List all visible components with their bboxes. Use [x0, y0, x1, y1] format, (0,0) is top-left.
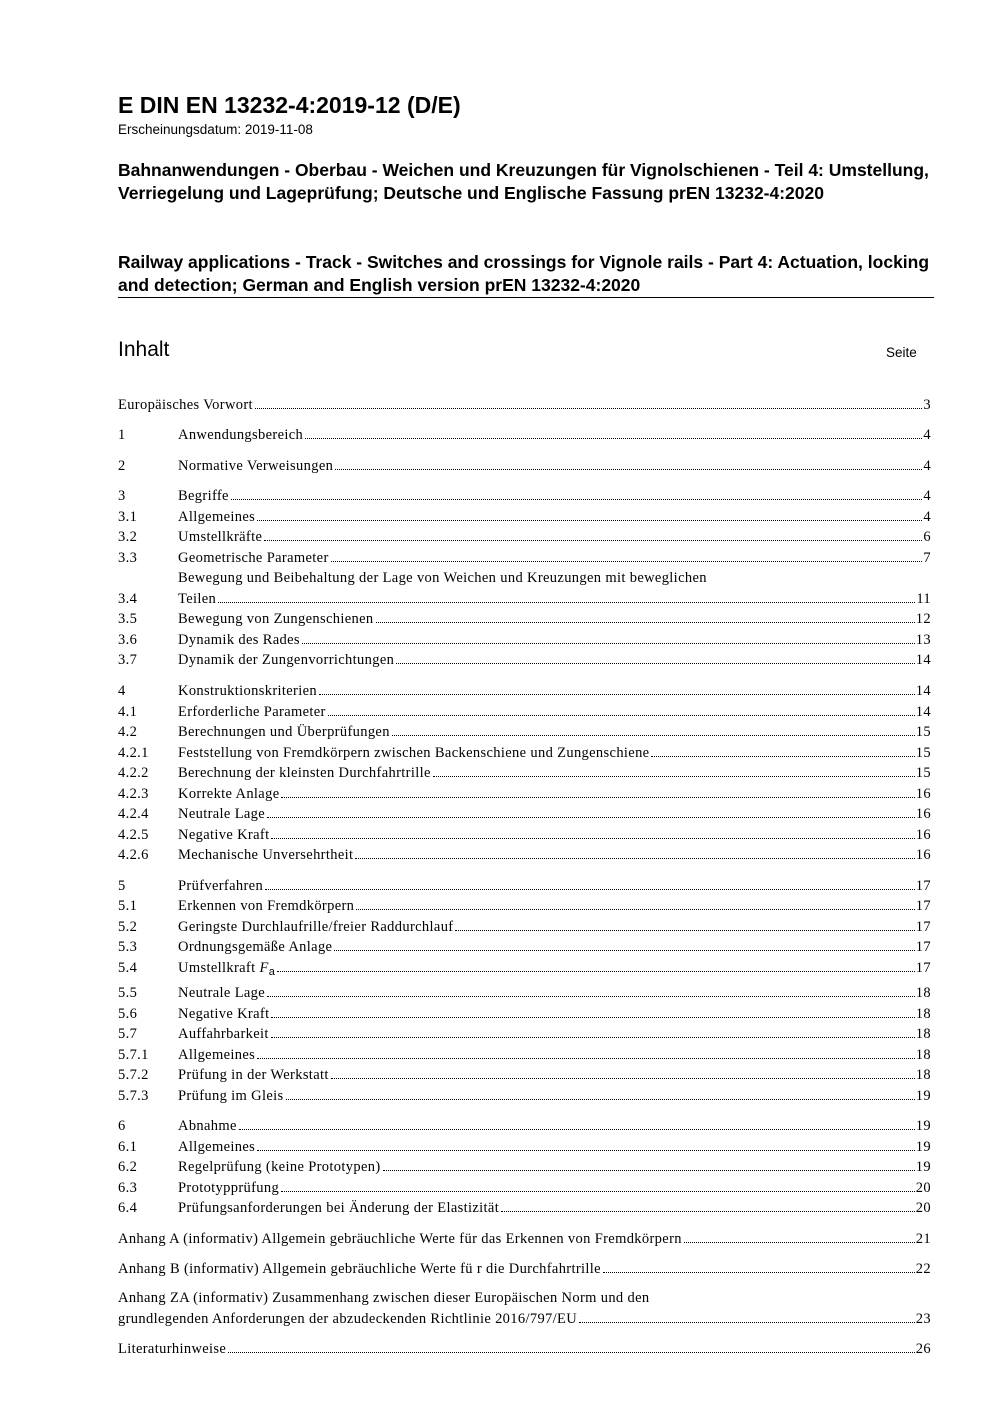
toc-entry-title: Prüfungsanforderungen bei Änderung der Elastizität: [178, 1200, 500, 1216]
toc-dot-leader: [257, 520, 922, 521]
toc-dot-leader: [433, 776, 915, 777]
toc-entry-number: 4.2.3: [118, 786, 149, 802]
toc-dot-leader: [271, 1037, 915, 1038]
toc-entry-page: 12: [915, 611, 931, 627]
toc-entry-title: Korrekte Anlage: [178, 786, 280, 802]
toc-entry[interactable]: [118, 1116, 931, 1136]
toc-entry-number: 4.2.4: [118, 806, 149, 822]
toc-entry-title: Feststellung von Fremdkörpern zwischen Backenschiene und Zungenschiene: [178, 745, 650, 761]
toc-dot-leader: [218, 602, 915, 603]
toc-entry[interactable]: [118, 527, 931, 547]
toc-dot-leader: [331, 561, 923, 562]
title-german: Bahnanwendungen - Oberbau - Weichen und Kreuzungen für Vignolschienen - Teil 4: Umstellung, Verriegelung und Lageprüfung; Deutsche und Englische Fassung prEN 13232-4:2020: [118, 160, 929, 203]
toc-entry-page: 17: [915, 939, 931, 955]
toc-entry-page: 15: [915, 765, 931, 781]
toc-entry-title: Konstruktionskriterien: [178, 683, 317, 699]
toc-entry-number: 4.1: [118, 704, 138, 720]
toc-dot-leader: [684, 1242, 915, 1243]
toc-entry-page: 18: [915, 1006, 931, 1022]
toc-entry-page: 7: [923, 550, 931, 566]
toc-entry-title: Europäisches Vorwort: [118, 397, 253, 413]
toc-entry[interactable]: [118, 1004, 931, 1024]
toc-entry[interactable]: [118, 1045, 931, 1065]
toc-entry-title: Bewegung und Beibehaltung der Lage von Weichen und Kreuzungen mit beweglichen: [178, 570, 707, 586]
toc-entry-number: 3.1: [118, 509, 138, 525]
toc-entry-page: 18: [915, 1047, 931, 1063]
toc-entry[interactable]: [118, 958, 931, 978]
toc-entry-number: 3.4: [118, 591, 138, 607]
toc-page-label: Seite: [886, 345, 917, 360]
toc-entry-page: 22: [915, 1261, 931, 1277]
toc-entry[interactable]: [118, 650, 931, 670]
toc-entry[interactable]: [118, 1024, 931, 1044]
toc-entry-page: 17: [915, 898, 931, 914]
toc-entry-page: 21: [915, 1231, 931, 1247]
toc-entry[interactable]: [118, 1065, 931, 1085]
toc-dot-leader: [286, 1099, 915, 1100]
toc-dot-leader: [265, 889, 915, 890]
toc-dot-leader: [319, 694, 915, 695]
toc-entry-page: 13: [915, 632, 931, 648]
toc-entry[interactable]: [118, 395, 931, 415]
document-id: E DIN EN 13232-4:2019-12 (D/E): [118, 92, 461, 118]
toc-entry-number: 5.7.2: [118, 1067, 149, 1083]
toc-entry[interactable]: [118, 589, 931, 609]
toc-entry-title: Prototypprüfung: [178, 1180, 280, 1196]
toc-entry[interactable]: [118, 845, 931, 865]
toc-entry[interactable]: [118, 983, 931, 1003]
toc-entry-number: 3: [118, 488, 126, 504]
toc-dot-leader: [228, 1352, 915, 1353]
toc-entry-title: Negative Kraft: [178, 827, 270, 843]
toc-dot-leader: [305, 438, 922, 439]
toc-entry-title: Dynamik des Rades: [178, 632, 300, 648]
toc-dot-leader: [356, 909, 915, 910]
toc-dot-leader: [264, 540, 922, 541]
toc-dot-leader: [239, 1129, 915, 1130]
toc-entry-number: 3.5: [118, 611, 138, 627]
toc-entry[interactable]: [118, 681, 931, 701]
publication-date: Erscheinungsdatum: 2019-11-08: [118, 122, 313, 137]
toc-entry[interactable]: [118, 896, 931, 916]
toc-entry[interactable]: [118, 456, 931, 476]
toc-entry-page: 16: [915, 827, 931, 843]
toc-entry-number: 5: [118, 878, 126, 894]
toc-entry-title: Literaturhinweise: [118, 1341, 227, 1357]
toc-entry[interactable]: [118, 1086, 931, 1106]
toc-entry[interactable]: [118, 1157, 931, 1177]
toc-entry-page: 19: [915, 1159, 931, 1175]
toc-dot-leader: [281, 797, 914, 798]
toc-entry-number: 5.7.1: [118, 1047, 149, 1063]
toc-entry-title: Dynamik der Zungenvorrichtungen: [178, 652, 395, 668]
toc-entry[interactable]: [118, 804, 931, 824]
toc-entry-number: 5.7.3: [118, 1088, 149, 1104]
toc-entry-title: Auffahrbarkeit: [178, 1026, 269, 1042]
toc-entry-page: 19: [915, 1139, 931, 1155]
toc-entry-title: Erforderliche Parameter: [178, 704, 326, 720]
toc-entry-title: grundlegenden Anforderungen der abzudeckenden Richtlinie 2016/797/EU: [118, 1311, 578, 1327]
toc-entry-page: 4: [923, 427, 931, 443]
toc-entry-page: 18: [915, 1067, 931, 1083]
toc-entry[interactable]: [118, 1309, 931, 1329]
toc-dot-leader: [267, 996, 915, 997]
toc-dot-leader: [383, 1170, 915, 1171]
toc-entry-page: 17: [915, 878, 931, 894]
toc-entry-number: 3.3: [118, 550, 138, 566]
toc-entry-page: 4: [923, 509, 931, 525]
toc-entry-title: Teilen: [178, 591, 217, 607]
toc-entry-page: 26: [915, 1341, 931, 1357]
toc-entry-page: 19: [915, 1118, 931, 1134]
toc-dot-leader: [579, 1322, 915, 1323]
toc-entry[interactable]: [118, 1339, 931, 1359]
toc-dot-leader: [334, 950, 914, 951]
toc-entry-page: 15: [915, 724, 931, 740]
toc-dot-leader: [257, 1058, 915, 1059]
toc-entry-page: 15: [915, 745, 931, 761]
toc-entry-number: 4.2.2: [118, 765, 149, 781]
toc-entry-number: 5.1: [118, 898, 138, 914]
toc-entry-page: 3: [923, 397, 931, 413]
toc-entry[interactable]: [118, 702, 931, 722]
toc-entry[interactable]: [118, 763, 931, 783]
toc-entry-number: 5.4: [118, 960, 138, 976]
toc-entry-number: 5.5: [118, 985, 138, 1001]
toc-entry[interactable]: [118, 486, 931, 506]
toc-entry-number: 6.1: [118, 1139, 138, 1155]
toc-entry[interactable]: [118, 1137, 931, 1157]
toc-entry-title: Prüfung im Gleis: [178, 1088, 284, 1104]
toc-dot-leader: [331, 1078, 915, 1079]
toc-dot-leader: [335, 469, 922, 470]
toc-entry[interactable]: [118, 1178, 931, 1198]
toc-entry-title: Negative Kraft: [178, 1006, 270, 1022]
toc-entry-page: 16: [915, 806, 931, 822]
toc-entry[interactable]: [118, 425, 931, 445]
force-symbol: F: [259, 960, 269, 976]
toc-entry[interactable]: [118, 743, 931, 763]
toc-entry-title: Allgemeines: [178, 1047, 256, 1063]
toc-entry-page: 17: [915, 960, 931, 976]
toc-entry-title: Berechnungen und Überprüfungen: [178, 724, 390, 740]
toc-heading: Inhalt: [118, 338, 170, 361]
toc-entry-title: Allgemeines: [178, 509, 256, 525]
toc-entry[interactable]: [118, 825, 931, 845]
toc-dot-leader: [651, 756, 914, 757]
toc-entry-page: 18: [915, 1026, 931, 1042]
toc-dot-leader: [255, 408, 922, 409]
toc-entry[interactable]: [118, 1259, 931, 1279]
toc-dot-leader: [396, 663, 915, 664]
toc-entry-title: Ordnungsgemäße Anlage: [178, 939, 333, 955]
toc-entry-title: Umstellkraft $F_a$: [178, 960, 276, 978]
toc-entry-number: 3.7: [118, 652, 138, 668]
toc-entry-title: Prüfung in der Werkstatt: [178, 1067, 329, 1083]
toc-entry-page: 19: [915, 1088, 931, 1104]
toc-entry-number: 5.3: [118, 939, 138, 955]
toc-dot-leader: [267, 817, 915, 818]
toc-entry-title: Neutrale Lage: [178, 985, 266, 1001]
toc-entry-title: Anwendungsbereich: [178, 427, 304, 443]
toc-entry-page: 6: [923, 529, 931, 545]
toc-entry-number: 6: [118, 1118, 126, 1134]
toc-entry-page: 16: [915, 847, 931, 863]
toc-entry-title: Normative Verweisungen: [178, 458, 334, 474]
toc-entry-title: Anhang A (informativ) Allgemein gebräuchliche Werte für das Erkennen von Fremdkörpern: [118, 1231, 682, 1247]
toc-dot-leader: [257, 1150, 915, 1151]
force-subscript: a: [268, 966, 276, 978]
toc-entry-number: 3.6: [118, 632, 138, 648]
toc-entry-title: Geometrische Parameter: [178, 550, 329, 566]
toc-entry-page: 4: [923, 458, 931, 474]
toc-entry-title: Anhang B (informativ) Allgemein gebräuchliche Werte fü r die Durchfahrtrille: [118, 1261, 601, 1277]
toc-dot-leader: [455, 930, 914, 931]
toc-dot-leader: [328, 715, 915, 716]
toc-entry-title: Allgemeines: [178, 1139, 256, 1155]
toc-entry-page: 20: [915, 1200, 931, 1216]
toc-entry-number: 6.2: [118, 1159, 138, 1175]
toc-entry-title: Prüfverfahren: [178, 878, 264, 894]
toc-entry[interactable]: [118, 917, 931, 937]
toc-dot-leader: [501, 1211, 915, 1212]
toc-dot-leader: [376, 622, 915, 623]
toc-entry-number: 2: [118, 458, 126, 474]
toc-entry-title: Begriffe: [178, 488, 229, 504]
toc-entry-title: Neutrale Lage: [178, 806, 266, 822]
toc-entry-page: 4: [923, 488, 931, 504]
toc-entry-page: 14: [915, 652, 931, 668]
toc-dot-leader: [277, 971, 915, 972]
toc-entry-number: 5.2: [118, 919, 138, 935]
toc-entry[interactable]: [118, 548, 931, 568]
toc-entry-title: Regelprüfung (keine Prototypen): [178, 1159, 381, 1175]
toc-entry[interactable]: [118, 1198, 931, 1218]
toc-entry-page: 20: [915, 1180, 931, 1196]
toc-entry-number: 3.2: [118, 529, 138, 545]
toc-dot-leader: [392, 735, 915, 736]
toc-entry-number: 4.2.6: [118, 847, 149, 863]
toc-entry-page: 17: [915, 919, 931, 935]
title-english: Railway applications - Track - Switches and crossings for Vignole rails - Part 4: Actuation, locking and detection; German and English version prEN 13232-4:2020: [118, 252, 930, 295]
toc-entry-number: 5.6: [118, 1006, 138, 1022]
toc-entry-page: 11: [916, 591, 931, 607]
toc-dot-leader: [271, 838, 914, 839]
toc-dot-leader: [281, 1191, 915, 1192]
toc-entry-title: Geringste Durchlaufrille/freier Raddurchlauf: [178, 919, 454, 935]
toc-entry-number: 4: [118, 683, 126, 699]
toc-dot-leader: [355, 858, 914, 859]
toc-entry[interactable]: [118, 722, 931, 742]
toc-dot-leader: [603, 1272, 915, 1273]
toc-entry-title: Bewegung von Zungenschienen: [178, 611, 374, 627]
toc-entry-number: 5.7: [118, 1026, 138, 1042]
toc-entry-number: 4.2.1: [118, 745, 149, 761]
toc-entry[interactable]: [118, 630, 931, 650]
toc-entry-number: 4.2: [118, 724, 138, 740]
toc-entry-number: 6.3: [118, 1180, 138, 1196]
toc-entry-page: 18: [915, 985, 931, 1001]
toc-entry-page: 16: [915, 786, 931, 802]
toc-entry-page: 14: [915, 704, 931, 720]
toc-entry-number: 6.4: [118, 1200, 138, 1216]
toc-dot-leader: [302, 643, 915, 644]
toc-entry-number: 4.2.5: [118, 827, 149, 843]
toc-entry[interactable]: [118, 609, 931, 629]
toc-entry[interactable]: [118, 784, 931, 804]
toc-entry[interactable]: [118, 876, 931, 896]
toc-entry[interactable]: [118, 937, 931, 957]
toc-entry-title: Erkennen von Fremdkörpern: [178, 898, 355, 914]
toc-entry-page: 23: [915, 1311, 931, 1327]
toc-entry-title: Umstellkräfte: [178, 529, 263, 545]
toc-entry-number: 1: [118, 427, 126, 443]
toc-entry-page: 14: [915, 683, 931, 699]
toc-dot-leader: [271, 1017, 914, 1018]
toc-entry[interactable]: [118, 507, 931, 527]
toc-entry-title: Anhang ZA (informativ) Zusammenhang zwischen dieser Europäischen Norm und den: [118, 1290, 650, 1306]
toc-entry[interactable]: [118, 1229, 931, 1249]
toc-entry-title: Mechanische Unversehrtheit: [178, 847, 354, 863]
toc-entry-title: Abnahme: [178, 1118, 237, 1134]
toc-dot-leader: [231, 499, 923, 500]
toc-entry-title: Berechnung der kleinsten Durchfahrtrille: [178, 765, 431, 781]
